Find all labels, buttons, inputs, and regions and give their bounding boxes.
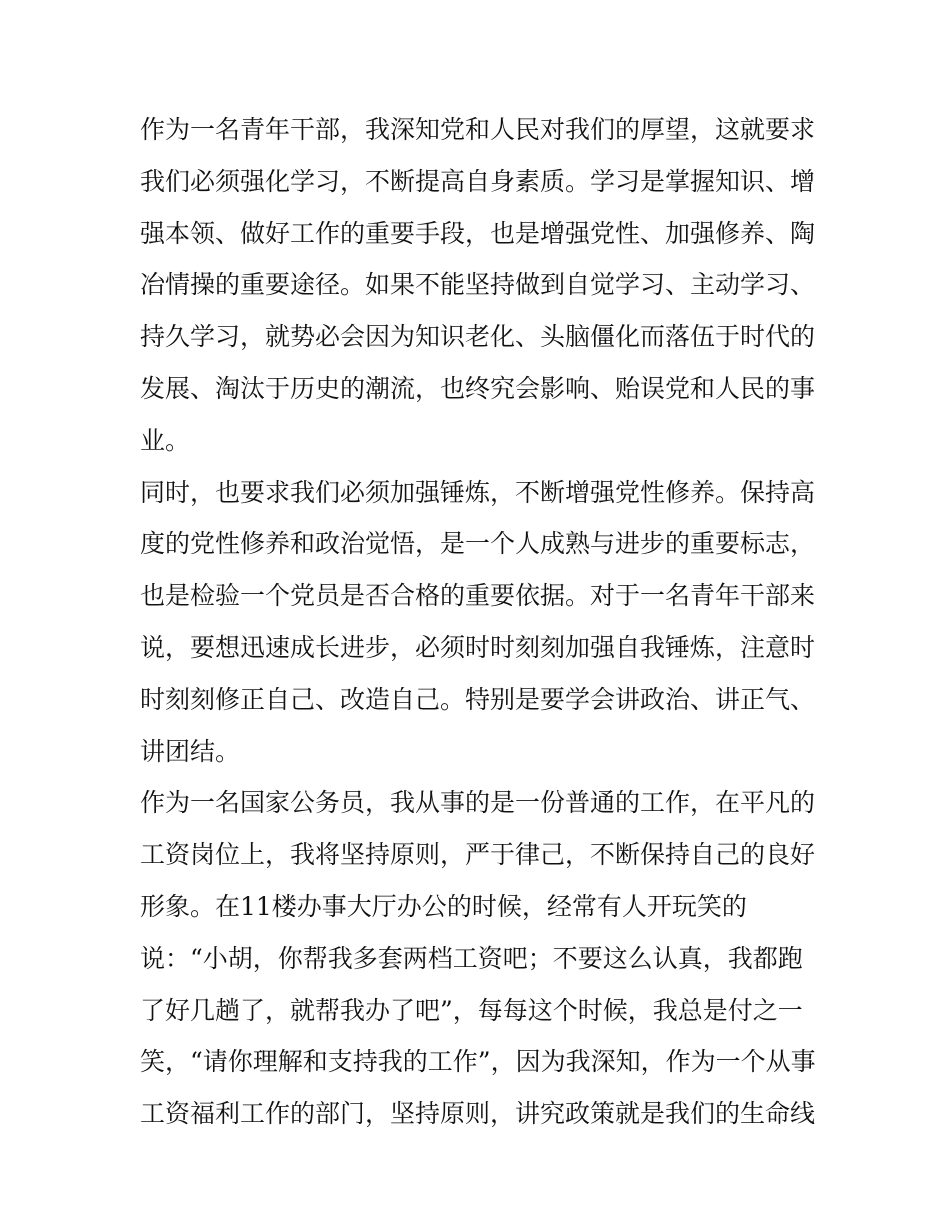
text-line: 也是检验一个党员是否合格的重要依据。对于一名青年干部来 (140, 581, 816, 611)
text-line: 作为一名青年干部，我深知党和人民对我们的厚望，这就要求 (140, 115, 816, 144)
text-line: 强本领、做好工作的重要手段，也是增强党性、加强修养、陶 (140, 218, 816, 248)
text-line: 发展、淘汰于历史的潮流，也终究会影响、贻误党和人民的事 (140, 373, 816, 403)
text-line: 度的党性修养和政治觉悟，是一个人成熟与进步的重要标志， (140, 529, 816, 559)
text-line: 形象。在11楼办事大厅办公的时候，经常有人开玩笑的 (140, 891, 747, 921)
text-line: 时刻刻修正自己、改造自己。特别是要学会讲政治、讲正气、 (140, 684, 816, 714)
text-line: 工资福利工作的部门，坚持原则，讲究政策就是我们的生命线 (140, 1099, 816, 1129)
text-line: 冶情操的重要途径。如果不能坚持做到自觉学习、主动学习、 (140, 270, 816, 300)
text-line: 同时，也要求我们必须加强锤炼，不断增强党性修养。保持高 (140, 477, 816, 507)
text-line: 说：“小胡，你帮我多套两档工资吧；不要这么认真，我都跑 (140, 943, 803, 973)
document-body (140, 104, 820, 1140)
text-line: 业。 (140, 425, 191, 455)
paragraph-2 (140, 467, 820, 778)
text-line: 作为一名国家公务员，我从事的是一份普通的工作，在平凡的 (140, 788, 816, 818)
text-line: 了好几趟了，就帮我办了吧”，每每这个时候，我总是付之一 (140, 995, 803, 1025)
paragraph-1 (140, 104, 820, 467)
text-line: 我们必须强化学习，不断提高自身素质。学习是掌握知识、增 (140, 166, 816, 196)
text-line: 持久学习，就势必会因为知识老化、头脑僵化而落伍于时代的 (140, 322, 816, 352)
text-line: 笑，“请你理解和支持我的工作”，因为我深知，作为一个从事 (140, 1047, 816, 1077)
text-line: 讲团结。 (140, 736, 241, 766)
text-line: 说，要想迅速成长进步，必须时时刻刻加强自我锤炼，注意时 (140, 632, 816, 662)
paragraph-3 (140, 777, 820, 1140)
text-line: 工资岗位上，我将坚持原则，严于律己，不断保持自己的良好 (140, 840, 816, 870)
